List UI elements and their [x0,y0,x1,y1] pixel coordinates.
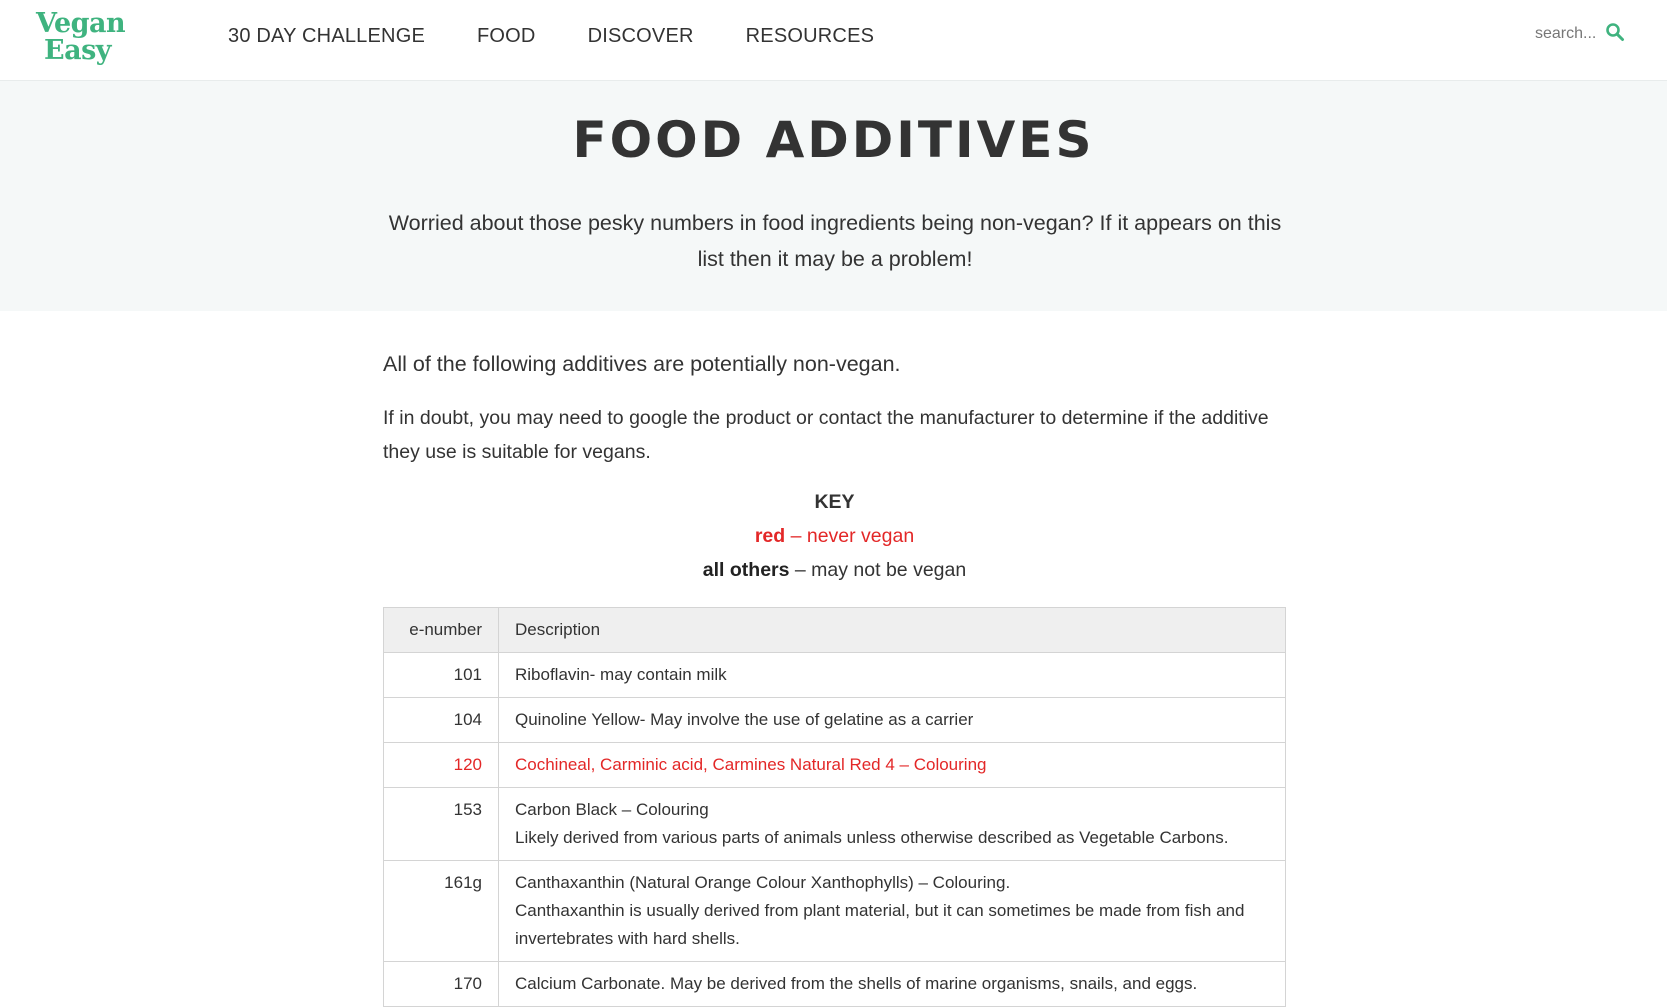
nav-item-30-day-challenge[interactable]: 30 DAY CHALLENGE [228,25,425,47]
e-number-cell: 153 [384,788,499,860]
site-logo[interactable] [36,10,136,64]
key-red-meaning: – never vegan [785,525,915,547]
key-other-entry [383,553,1286,587]
table-row [384,962,1285,1007]
main-nav [228,24,926,48]
header-e-number: e-number [384,608,499,652]
table-row [384,698,1285,743]
description-cell [499,653,1285,697]
table-row [384,653,1285,698]
page-subtitle: Worried about those pesky numbers in food ingredients being non-vegan? If it appears on this list then it may be a problem! [388,211,1282,271]
description-cell [499,861,1285,961]
description-cell [499,698,1285,742]
key-other-label: all others [702,559,790,581]
main-content [383,311,1286,1007]
nav-item-resources[interactable]: RESOURCES [745,25,875,47]
nav-item-food[interactable]: FOOD [477,25,536,47]
e-number-cell: 170 [384,962,499,1006]
description-line: Cochineal, Carminic acid, Carmines Natural Red 4 – Colouring [515,755,987,774]
site-header [0,0,1667,81]
search-input[interactable] [1535,25,1597,43]
doubt-text: If in doubt, you may need to google the product or contact the manufacturer to determine if the additive they use is suitable for vegans. [383,407,1269,463]
description-line: Calcium Carbonate. May be derived from the shells of marine organisms, snails, and eggs. [515,974,1198,993]
logo-line-2: Easy [44,35,111,66]
logo-line-1: Vegan [36,8,126,39]
key-red-label: red [754,525,786,547]
e-number-cell: 120 [384,743,499,787]
search-icon[interactable] [1597,22,1625,46]
search-box [1535,22,1625,46]
description-line: Canthaxanthin is usually derived from plant material, but it can sometimes be made from fish and invertebrates with hard shells. [515,901,1245,948]
description-cell [499,743,1285,787]
description-line: Canthaxanthin (Natural Orange Colour Xanthophylls) – Colouring. [515,873,1011,892]
description-cell [499,788,1285,860]
additives-table [383,607,1286,1007]
table-row [384,788,1285,861]
description-line: Carbon Black – Colouring [515,800,709,819]
description-line: Riboflavin- may contain milk [515,665,727,684]
header-description: Description [515,620,601,639]
key-red-entry [383,519,1286,553]
key-title: KEY [814,491,855,513]
table-row-never-vegan [384,743,1285,788]
intro-text: All of the following additives are potentially non-vegan. [383,352,901,376]
e-number-cell: 101 [384,653,499,697]
table-row [384,861,1285,962]
nav-item-discover[interactable]: DISCOVER [587,25,694,47]
e-number-cell: 161g [384,861,499,961]
description-cell [499,962,1285,1006]
page-title: FOOD ADDITIVES [572,111,1095,169]
key-legend [383,485,1286,587]
table-header-row [384,608,1285,653]
key-other-meaning: – may not be vegan [789,559,967,581]
description-line: Likely derived from various parts of animals unless otherwise described as Vegetable Carbons. [515,828,1229,847]
hero-banner [0,81,1667,311]
e-number-cell: 104 [384,698,499,742]
description-line: Quinoline Yellow- May involve the use of gelatine as a carrier [515,710,974,729]
